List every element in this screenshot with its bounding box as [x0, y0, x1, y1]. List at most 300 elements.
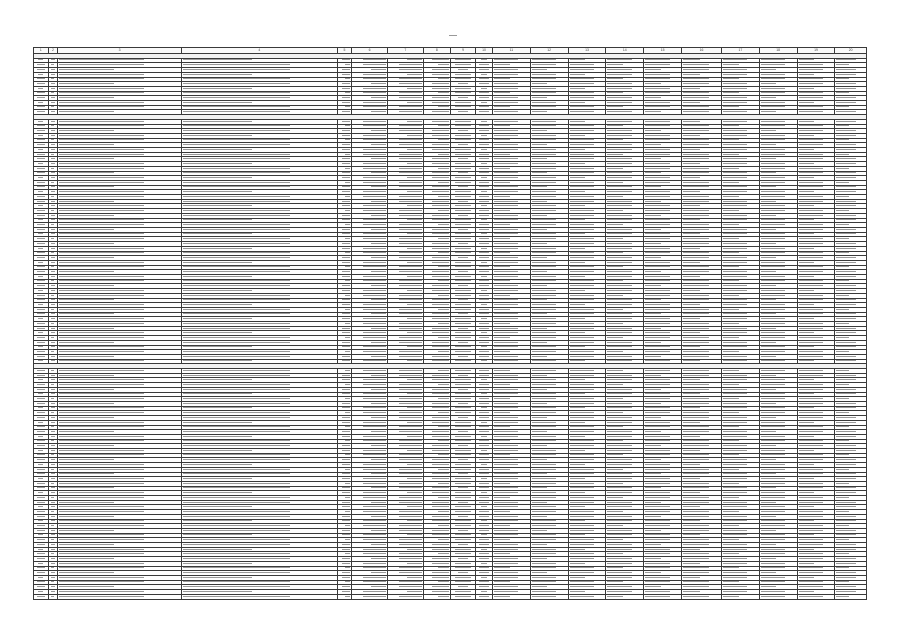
- illegible-text-stroke: [570, 111, 594, 112]
- illegible-text-stroke: [836, 511, 849, 512]
- illegible-text-stroke: [51, 243, 56, 244]
- illegible-text-stroke: [799, 224, 823, 225]
- illegible-text-stroke: [399, 168, 422, 169]
- illegible-text-stroke: [494, 516, 518, 517]
- illegible-text-stroke: [363, 337, 386, 338]
- illegible-text-stroke: [458, 299, 468, 300]
- illegible-text-stroke: [59, 407, 144, 408]
- illegible-text-stroke: [494, 487, 518, 488]
- illegible-text-stroke: [342, 201, 350, 202]
- illegible-text-stroke: [683, 191, 700, 192]
- illegible-text-stroke: [183, 422, 252, 423]
- illegible-text-stroke: [570, 520, 586, 521]
- illegible-text-stroke: [761, 125, 785, 126]
- illegible-text-stroke: [51, 111, 56, 112]
- illegible-text-stroke: [836, 464, 856, 465]
- illegible-text-stroke: [607, 516, 631, 517]
- illegible-text-stroke: [494, 403, 518, 404]
- illegible-text-stroke: [37, 553, 45, 554]
- column-number: 18: [759, 48, 797, 54]
- illegible-text-stroke: [183, 586, 290, 587]
- illegible-text-stroke: [59, 586, 113, 587]
- illegible-text-stroke: [37, 483, 45, 484]
- illegible-text-stroke: [532, 106, 556, 107]
- table-cell: [182, 599, 337, 600]
- illegible-text-stroke: [59, 342, 113, 343]
- illegible-text-stroke: [399, 417, 422, 418]
- illegible-text-stroke: [345, 106, 350, 107]
- illegible-text-stroke: [363, 360, 386, 361]
- illegible-text-stroke: [532, 238, 556, 239]
- illegible-text-stroke: [607, 276, 631, 277]
- illegible-text-stroke: [51, 69, 56, 70]
- illegible-text-stroke: [723, 262, 747, 263]
- illegible-text-stroke: [432, 285, 449, 286]
- illegible-text-stroke: [59, 459, 113, 460]
- illegible-text-stroke: [59, 544, 113, 545]
- illegible-text-stroke: [607, 492, 631, 493]
- illegible-text-stroke: [683, 74, 700, 75]
- column-number: 14: [606, 48, 644, 54]
- illegible-text-stroke: [458, 558, 468, 559]
- illegible-text-stroke: [37, 487, 45, 488]
- illegible-text-stroke: [836, 516, 856, 517]
- illegible-text-stroke: [432, 74, 449, 75]
- illegible-text-stroke: [37, 356, 45, 357]
- illegible-text-stroke: [342, 130, 350, 131]
- illegible-text-stroke: [494, 172, 518, 173]
- illegible-text-stroke: [761, 309, 785, 310]
- illegible-text-stroke: [799, 426, 823, 427]
- illegible-text-stroke: [183, 360, 252, 361]
- illegible-text-stroke: [761, 379, 785, 380]
- illegible-text-stroke: [342, 121, 350, 122]
- illegible-text-stroke: [345, 497, 350, 498]
- illegible-text-stroke: [479, 172, 489, 173]
- illegible-text-stroke: [455, 323, 471, 324]
- illegible-text-stroke: [761, 473, 777, 474]
- illegible-text-stroke: [570, 492, 586, 493]
- illegible-text-stroke: [683, 581, 709, 582]
- illegible-text-stroke: [836, 577, 856, 578]
- illegible-text-stroke: [432, 318, 449, 319]
- illegible-text-stroke: [570, 558, 594, 559]
- illegible-text-stroke: [836, 332, 856, 333]
- illegible-text-stroke: [438, 553, 449, 554]
- illegible-text-stroke: [38, 464, 43, 465]
- illegible-text-stroke: [407, 422, 422, 423]
- illegible-text-stroke: [494, 158, 518, 159]
- illegible-text-stroke: [59, 177, 144, 178]
- illegible-text-stroke: [407, 318, 422, 319]
- table-row: [34, 599, 867, 600]
- illegible-text-stroke: [645, 318, 669, 319]
- illegible-text-stroke: [455, 483, 471, 484]
- column-number: 17: [721, 48, 759, 54]
- table-cell: [721, 599, 759, 600]
- illegible-text-stroke: [532, 210, 556, 211]
- illegible-text-stroke: [183, 238, 290, 239]
- illegible-text-stroke: [723, 506, 747, 507]
- illegible-text-stroke: [51, 313, 56, 314]
- illegible-text-stroke: [607, 351, 623, 352]
- illegible-text-stroke: [494, 144, 518, 145]
- illegible-text-stroke: [432, 121, 449, 122]
- illegible-text-stroke: [836, 266, 849, 267]
- illegible-text-stroke: [799, 450, 815, 451]
- illegible-text-stroke: [645, 525, 669, 526]
- illegible-text-stroke: [645, 450, 669, 451]
- illegible-text-stroke: [399, 69, 422, 70]
- illegible-text-stroke: [481, 407, 487, 408]
- illegible-text-stroke: [59, 596, 144, 597]
- illegible-text-stroke: [342, 516, 350, 517]
- illegible-text-stroke: [51, 549, 56, 550]
- illegible-text-stroke: [570, 483, 594, 484]
- illegible-text-stroke: [51, 412, 54, 413]
- illegible-text-stroke: [432, 572, 449, 573]
- illegible-text-stroke: [183, 262, 252, 263]
- illegible-text-stroke: [723, 534, 747, 535]
- illegible-text-stroke: [183, 59, 252, 60]
- illegible-text-stroke: [723, 78, 739, 79]
- illegible-text-stroke: [799, 177, 815, 178]
- illegible-text-stroke: [37, 252, 45, 253]
- illegible-text-stroke: [51, 337, 54, 338]
- illegible-text-stroke: [836, 262, 856, 263]
- illegible-text-stroke: [683, 111, 709, 112]
- illegible-text-stroke: [607, 64, 623, 65]
- illegible-text-stroke: [683, 168, 709, 169]
- illegible-text-stroke: [607, 417, 631, 418]
- illegible-text-stroke: [645, 266, 669, 267]
- illegible-text-stroke: [407, 492, 422, 493]
- illegible-text-stroke: [761, 563, 785, 564]
- illegible-text-stroke: [458, 375, 468, 376]
- illegible-text-stroke: [645, 186, 661, 187]
- illegible-text-stroke: [570, 351, 594, 352]
- illegible-text-stroke: [570, 83, 594, 84]
- illegible-text-stroke: [645, 144, 661, 145]
- illegible-text-stroke: [342, 431, 350, 432]
- illegible-text-stroke: [761, 182, 785, 183]
- illegible-text-stroke: [645, 257, 661, 258]
- illegible-text-stroke: [38, 149, 43, 150]
- illegible-text-stroke: [455, 407, 471, 408]
- illegible-text-stroke: [51, 403, 56, 404]
- illegible-text-stroke: [371, 215, 386, 216]
- illegible-text-stroke: [183, 398, 290, 399]
- illegible-text-stroke: [683, 431, 709, 432]
- illegible-text-stroke: [532, 591, 556, 592]
- illegible-text-stroke: [836, 139, 849, 140]
- illegible-text-stroke: [479, 83, 489, 84]
- illegible-text-stroke: [683, 375, 709, 376]
- illegible-text-stroke: [645, 313, 661, 314]
- illegible-text-stroke: [399, 342, 422, 343]
- illegible-text-stroke: [59, 492, 144, 493]
- illegible-text-stroke: [799, 375, 823, 376]
- illegible-text-stroke: [363, 553, 386, 554]
- illegible-text-stroke: [183, 144, 290, 145]
- illegible-text-stroke: [432, 191, 449, 192]
- illegible-text-stroke: [836, 135, 856, 136]
- illegible-text-stroke: [51, 328, 56, 329]
- illegible-text-stroke: [723, 520, 747, 521]
- illegible-text-stroke: [59, 92, 144, 93]
- illegible-text-stroke: [38, 563, 43, 564]
- illegible-text-stroke: [683, 243, 709, 244]
- illegible-text-stroke: [399, 553, 422, 554]
- illegible-text-stroke: [342, 379, 350, 380]
- illegible-text-stroke: [723, 295, 739, 296]
- illegible-text-stroke: [438, 196, 449, 197]
- illegible-text-stroke: [683, 186, 709, 187]
- illegible-text-stroke: [723, 252, 739, 253]
- illegible-text-stroke: [51, 158, 56, 159]
- illegible-text-stroke: [479, 445, 489, 446]
- illegible-text-stroke: [438, 238, 449, 239]
- illegible-text-stroke: [532, 196, 556, 197]
- illegible-text-stroke: [494, 530, 518, 531]
- illegible-text-stroke: [799, 534, 815, 535]
- illegible-text-stroke: [683, 271, 709, 272]
- illegible-text-stroke: [645, 379, 669, 380]
- illegible-text-stroke: [723, 186, 747, 187]
- illegible-text-stroke: [59, 144, 113, 145]
- illegible-text-stroke: [570, 252, 594, 253]
- illegible-text-stroke: [761, 497, 785, 498]
- illegible-text-stroke: [723, 323, 739, 324]
- illegible-text-stroke: [363, 163, 386, 164]
- illegible-text-stroke: [645, 97, 661, 98]
- illegible-text-stroke: [342, 492, 350, 493]
- illegible-text-stroke: [371, 417, 386, 418]
- illegible-text-stroke: [455, 360, 471, 361]
- illegible-text-stroke: [432, 389, 449, 390]
- illegible-text-stroke: [683, 224, 709, 225]
- illegible-text-stroke: [836, 149, 856, 150]
- illegible-text-stroke: [481, 88, 487, 89]
- illegible-text-stroke: [479, 158, 489, 159]
- illegible-text-stroke: [438, 596, 449, 597]
- table-body: [34, 48, 867, 601]
- illegible-text-stroke: [723, 97, 747, 98]
- illegible-text-stroke: [494, 440, 510, 441]
- illegible-text-stroke: [570, 205, 586, 206]
- illegible-text-stroke: [723, 318, 747, 319]
- illegible-text-stroke: [761, 464, 785, 465]
- illegible-text-stroke: [494, 525, 510, 526]
- illegible-text-stroke: [59, 483, 144, 484]
- illegible-text-stroke: [799, 544, 823, 545]
- illegible-text-stroke: [645, 233, 669, 234]
- illegible-text-stroke: [37, 426, 45, 427]
- illegible-text-stroke: [399, 403, 422, 404]
- illegible-text-stroke: [761, 323, 785, 324]
- illegible-text-stroke: [836, 412, 849, 413]
- illegible-text-stroke: [51, 257, 56, 258]
- illegible-text-stroke: [183, 205, 252, 206]
- illegible-text-stroke: [479, 539, 489, 540]
- illegible-text-stroke: [59, 257, 113, 258]
- illegible-text-stroke: [494, 534, 518, 535]
- illegible-text-stroke: [51, 572, 56, 573]
- illegible-text-stroke: [645, 121, 669, 122]
- illegible-text-stroke: [399, 398, 422, 399]
- illegible-text-stroke: [363, 318, 386, 319]
- illegible-text-stroke: [645, 168, 669, 169]
- illegible-text-stroke: [723, 445, 747, 446]
- illegible-text-stroke: [761, 426, 785, 427]
- illegible-text-stroke: [399, 243, 422, 244]
- illegible-text-stroke: [532, 285, 548, 286]
- illegible-text-stroke: [570, 525, 594, 526]
- illegible-text-stroke: [532, 454, 556, 455]
- illegible-text-stroke: [683, 426, 709, 427]
- illegible-text-stroke: [683, 262, 700, 263]
- illegible-text-stroke: [371, 375, 386, 376]
- illegible-text-stroke: [570, 257, 594, 258]
- illegible-text-stroke: [799, 88, 815, 89]
- illegible-text-stroke: [59, 69, 113, 70]
- illegible-text-stroke: [532, 191, 556, 192]
- illegible-text-stroke: [799, 168, 823, 169]
- illegible-text-stroke: [38, 205, 43, 206]
- illegible-text-stroke: [645, 276, 669, 277]
- illegible-text-stroke: [342, 422, 350, 423]
- illegible-text-stroke: [607, 74, 631, 75]
- illegible-text-stroke: [479, 544, 489, 545]
- illegible-text-stroke: [455, 121, 471, 122]
- illegible-text-stroke: [399, 469, 422, 470]
- illegible-text-stroke: [836, 534, 856, 535]
- illegible-text-stroke: [399, 473, 422, 474]
- illegible-text-stroke: [438, 370, 449, 371]
- illegible-text-stroke: [723, 121, 747, 122]
- illegible-text-stroke: [479, 412, 489, 413]
- illegible-text-stroke: [723, 304, 747, 305]
- illegible-text-stroke: [479, 417, 489, 418]
- illegible-text-stroke: [799, 379, 815, 380]
- illegible-text-stroke: [570, 450, 586, 451]
- illegible-text-stroke: [645, 407, 669, 408]
- illegible-text-stroke: [342, 534, 350, 535]
- illegible-text-stroke: [183, 389, 290, 390]
- illegible-text-stroke: [799, 219, 815, 220]
- illegible-text-stroke: [761, 92, 785, 93]
- illegible-text-stroke: [455, 464, 471, 465]
- illegible-text-stroke: [183, 393, 252, 394]
- illegible-text-stroke: [183, 549, 252, 550]
- illegible-text-stroke: [183, 233, 252, 234]
- illegible-text-stroke: [432, 219, 449, 220]
- illegible-text-stroke: [479, 280, 489, 281]
- illegible-text-stroke: [59, 182, 144, 183]
- illegible-text-stroke: [607, 426, 623, 427]
- illegible-text-stroke: [494, 266, 510, 267]
- illegible-text-stroke: [38, 219, 43, 220]
- illegible-text-stroke: [59, 567, 144, 568]
- illegible-text-stroke: [59, 581, 144, 582]
- illegible-text-stroke: [342, 233, 350, 234]
- illegible-text-stroke: [836, 407, 856, 408]
- illegible-text-stroke: [37, 83, 45, 84]
- illegible-text-stroke: [455, 549, 471, 550]
- illegible-text-stroke: [532, 304, 556, 305]
- illegible-text-stroke: [761, 384, 785, 385]
- illegible-text-stroke: [342, 74, 350, 75]
- illegible-text-stroke: [432, 248, 449, 249]
- illegible-text-stroke: [432, 502, 449, 503]
- illegible-text-stroke: [51, 154, 54, 155]
- illegible-text-stroke: [836, 224, 849, 225]
- illegible-text-stroke: [570, 422, 586, 423]
- illegible-text-stroke: [399, 64, 422, 65]
- illegible-text-stroke: [494, 295, 510, 296]
- illegible-text-stroke: [532, 125, 556, 126]
- illegible-text-stroke: [183, 224, 290, 225]
- illegible-text-stroke: [836, 572, 856, 573]
- illegible-text-stroke: [799, 276, 815, 277]
- illegible-text-stroke: [836, 502, 856, 503]
- illegible-text-stroke: [607, 309, 623, 310]
- illegible-text-stroke: [183, 304, 252, 305]
- illegible-text-stroke: [836, 356, 856, 357]
- illegible-text-stroke: [532, 426, 556, 427]
- illegible-text-stroke: [432, 422, 449, 423]
- illegible-text-stroke: [607, 553, 623, 554]
- illegible-text-stroke: [570, 125, 594, 126]
- illegible-text-stroke: [51, 74, 56, 75]
- illegible-text-stroke: [799, 238, 823, 239]
- illegible-text-stroke: [345, 469, 350, 470]
- illegible-text-stroke: [761, 135, 785, 136]
- illegible-text-stroke: [836, 290, 856, 291]
- illegible-text-stroke: [399, 375, 422, 376]
- illegible-text-stroke: [183, 502, 290, 503]
- illegible-text-stroke: [455, 506, 471, 507]
- illegible-text-stroke: [432, 591, 449, 592]
- illegible-text-stroke: [37, 469, 45, 470]
- illegible-text-stroke: [455, 168, 471, 169]
- illegible-text-stroke: [836, 271, 856, 272]
- illegible-text-stroke: [836, 144, 856, 145]
- illegible-text-stroke: [607, 370, 623, 371]
- illegible-text-stroke: [479, 224, 489, 225]
- illegible-text-stroke: [723, 553, 739, 554]
- illegible-text-stroke: [455, 102, 471, 103]
- illegible-text-stroke: [683, 464, 700, 465]
- illegible-text-stroke: [432, 375, 449, 376]
- illegible-text-stroke: [438, 412, 449, 413]
- illegible-text-stroke: [683, 459, 709, 460]
- illegible-text-stroke: [836, 586, 856, 587]
- illegible-text-stroke: [761, 168, 785, 169]
- illegible-text-stroke: [570, 78, 594, 79]
- illegible-text-stroke: [607, 360, 631, 361]
- illegible-text-stroke: [479, 130, 489, 131]
- illegible-text-stroke: [836, 370, 849, 371]
- illegible-text-stroke: [183, 78, 290, 79]
- illegible-text-stroke: [479, 483, 489, 484]
- illegible-text-stroke: [407, 233, 422, 234]
- illegible-text-stroke: [455, 454, 471, 455]
- illegible-text-stroke: [183, 266, 290, 267]
- illegible-text-stroke: [799, 149, 815, 150]
- illegible-text-stroke: [570, 219, 586, 220]
- illegible-text-stroke: [532, 417, 548, 418]
